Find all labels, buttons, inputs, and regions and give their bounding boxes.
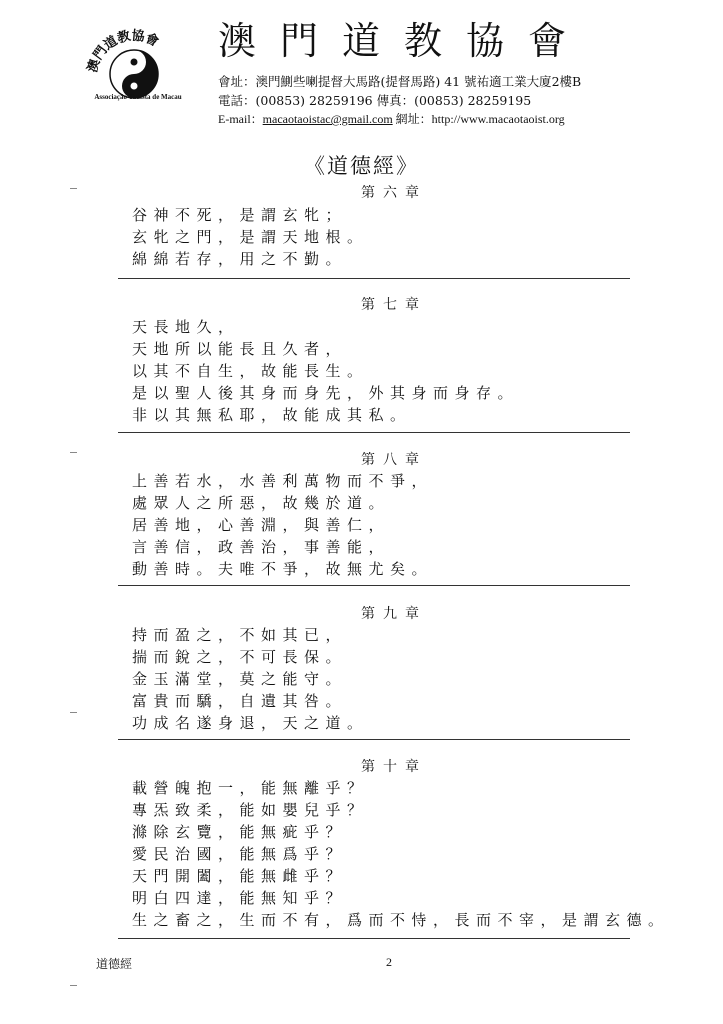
email-label: E-mail：: [218, 112, 263, 126]
page-number: 2: [386, 955, 392, 969]
verse-line: 非以其無私耶，故能成其私。: [132, 406, 412, 424]
yin-yang-icon: [110, 50, 158, 98]
verse-line: 處眾人之所惡，故幾於道。: [132, 494, 391, 512]
verse-line: 專炁致柔，能如嬰兒乎？: [132, 801, 369, 819]
verse-line: 生之畜之，生而不有，爲而不恃，長而不宰，是謂玄德。: [132, 911, 670, 929]
document-title: 《道德經》: [304, 154, 419, 178]
chapter-divider: [118, 739, 630, 740]
logo-latin-text: Associação Tauista de Macau: [94, 93, 182, 101]
footer-label: 道德經: [96, 957, 133, 971]
chapter-divider: [118, 585, 630, 586]
scan-mark: [70, 188, 77, 189]
letterhead: [0, 0, 723, 125]
email-website-line: [218, 110, 565, 127]
chapter-heading: 第六章: [361, 185, 427, 201]
verse-line: 持而盈之，不如其已，: [132, 626, 348, 644]
chapter-divider: [118, 432, 630, 433]
verse-line: 愛民治國，能無爲乎？: [132, 845, 348, 863]
chapter-heading: 第九章: [361, 606, 427, 622]
verse-line: 言善信，政善治，事善能，: [132, 538, 391, 556]
verse-line: 動善時。夫唯不爭，故無尤矣。: [132, 560, 434, 578]
verse-line: 上善若水，水善利萬物而不爭，: [132, 472, 434, 490]
verse-line: 玄牝之門，是謂天地根。: [132, 228, 369, 246]
chapter-heading: 第十章: [361, 759, 427, 775]
verse-line: 富貴而驕，自遺其咎。: [132, 692, 348, 710]
logo-ring-text: 澳門道教協會: [85, 28, 161, 75]
chapter-divider: [118, 938, 630, 939]
taoist-association-logo: [82, 20, 186, 120]
website-text: 網址：http://www.macaotaoist.org: [395, 112, 565, 126]
verse-line: 金玉滿堂，莫之能守。: [132, 670, 348, 688]
verse-line: 谷神不死，是謂玄牝；: [132, 206, 348, 224]
verse-line: 明白四達，能無知乎？: [132, 889, 348, 907]
verse-line: 滌除玄覽，能無疵乎？: [132, 823, 348, 841]
verse-line: 天長地久，: [132, 318, 240, 336]
verse-line: 以其不自生，故能長生。: [132, 362, 369, 380]
scan-mark: [70, 452, 77, 453]
scan-mark: [70, 712, 77, 713]
verse-line: 揣而銳之，不可長保。: [132, 648, 348, 666]
verse-line: 是以聖人後其身而身先，外其身而身存。: [132, 384, 520, 402]
verse-line: 居善地，心善淵，與善仁，: [132, 516, 391, 534]
verse-line: 綿綿若存，用之不勤。: [132, 250, 348, 268]
verse-line: 載營魄抱一，能無離乎？: [132, 779, 369, 797]
address-line: 會址：澳門鰂些喇提督大馬路(提督馬路) 41 號祐適工業大廈2樓B: [218, 74, 582, 89]
email-link[interactable]: macaotaoistac@gmail.com: [262, 112, 393, 126]
chapter-divider: [118, 278, 630, 279]
organization-title: 澳門道教協會: [218, 19, 591, 63]
verse-line: 天地所以能長且久者，: [132, 340, 348, 358]
verse-line: 天門開闔，能無雌乎？: [132, 867, 348, 885]
chapter-heading: 第八章: [361, 452, 427, 468]
phone-fax-line: 電話：(00853) 28259196 傳真：(00853) 28259195: [218, 93, 532, 108]
verse-line: 功成名遂身退，天之道。: [132, 714, 369, 732]
scan-mark: [70, 985, 77, 986]
chapter-heading: 第七章: [361, 297, 427, 313]
